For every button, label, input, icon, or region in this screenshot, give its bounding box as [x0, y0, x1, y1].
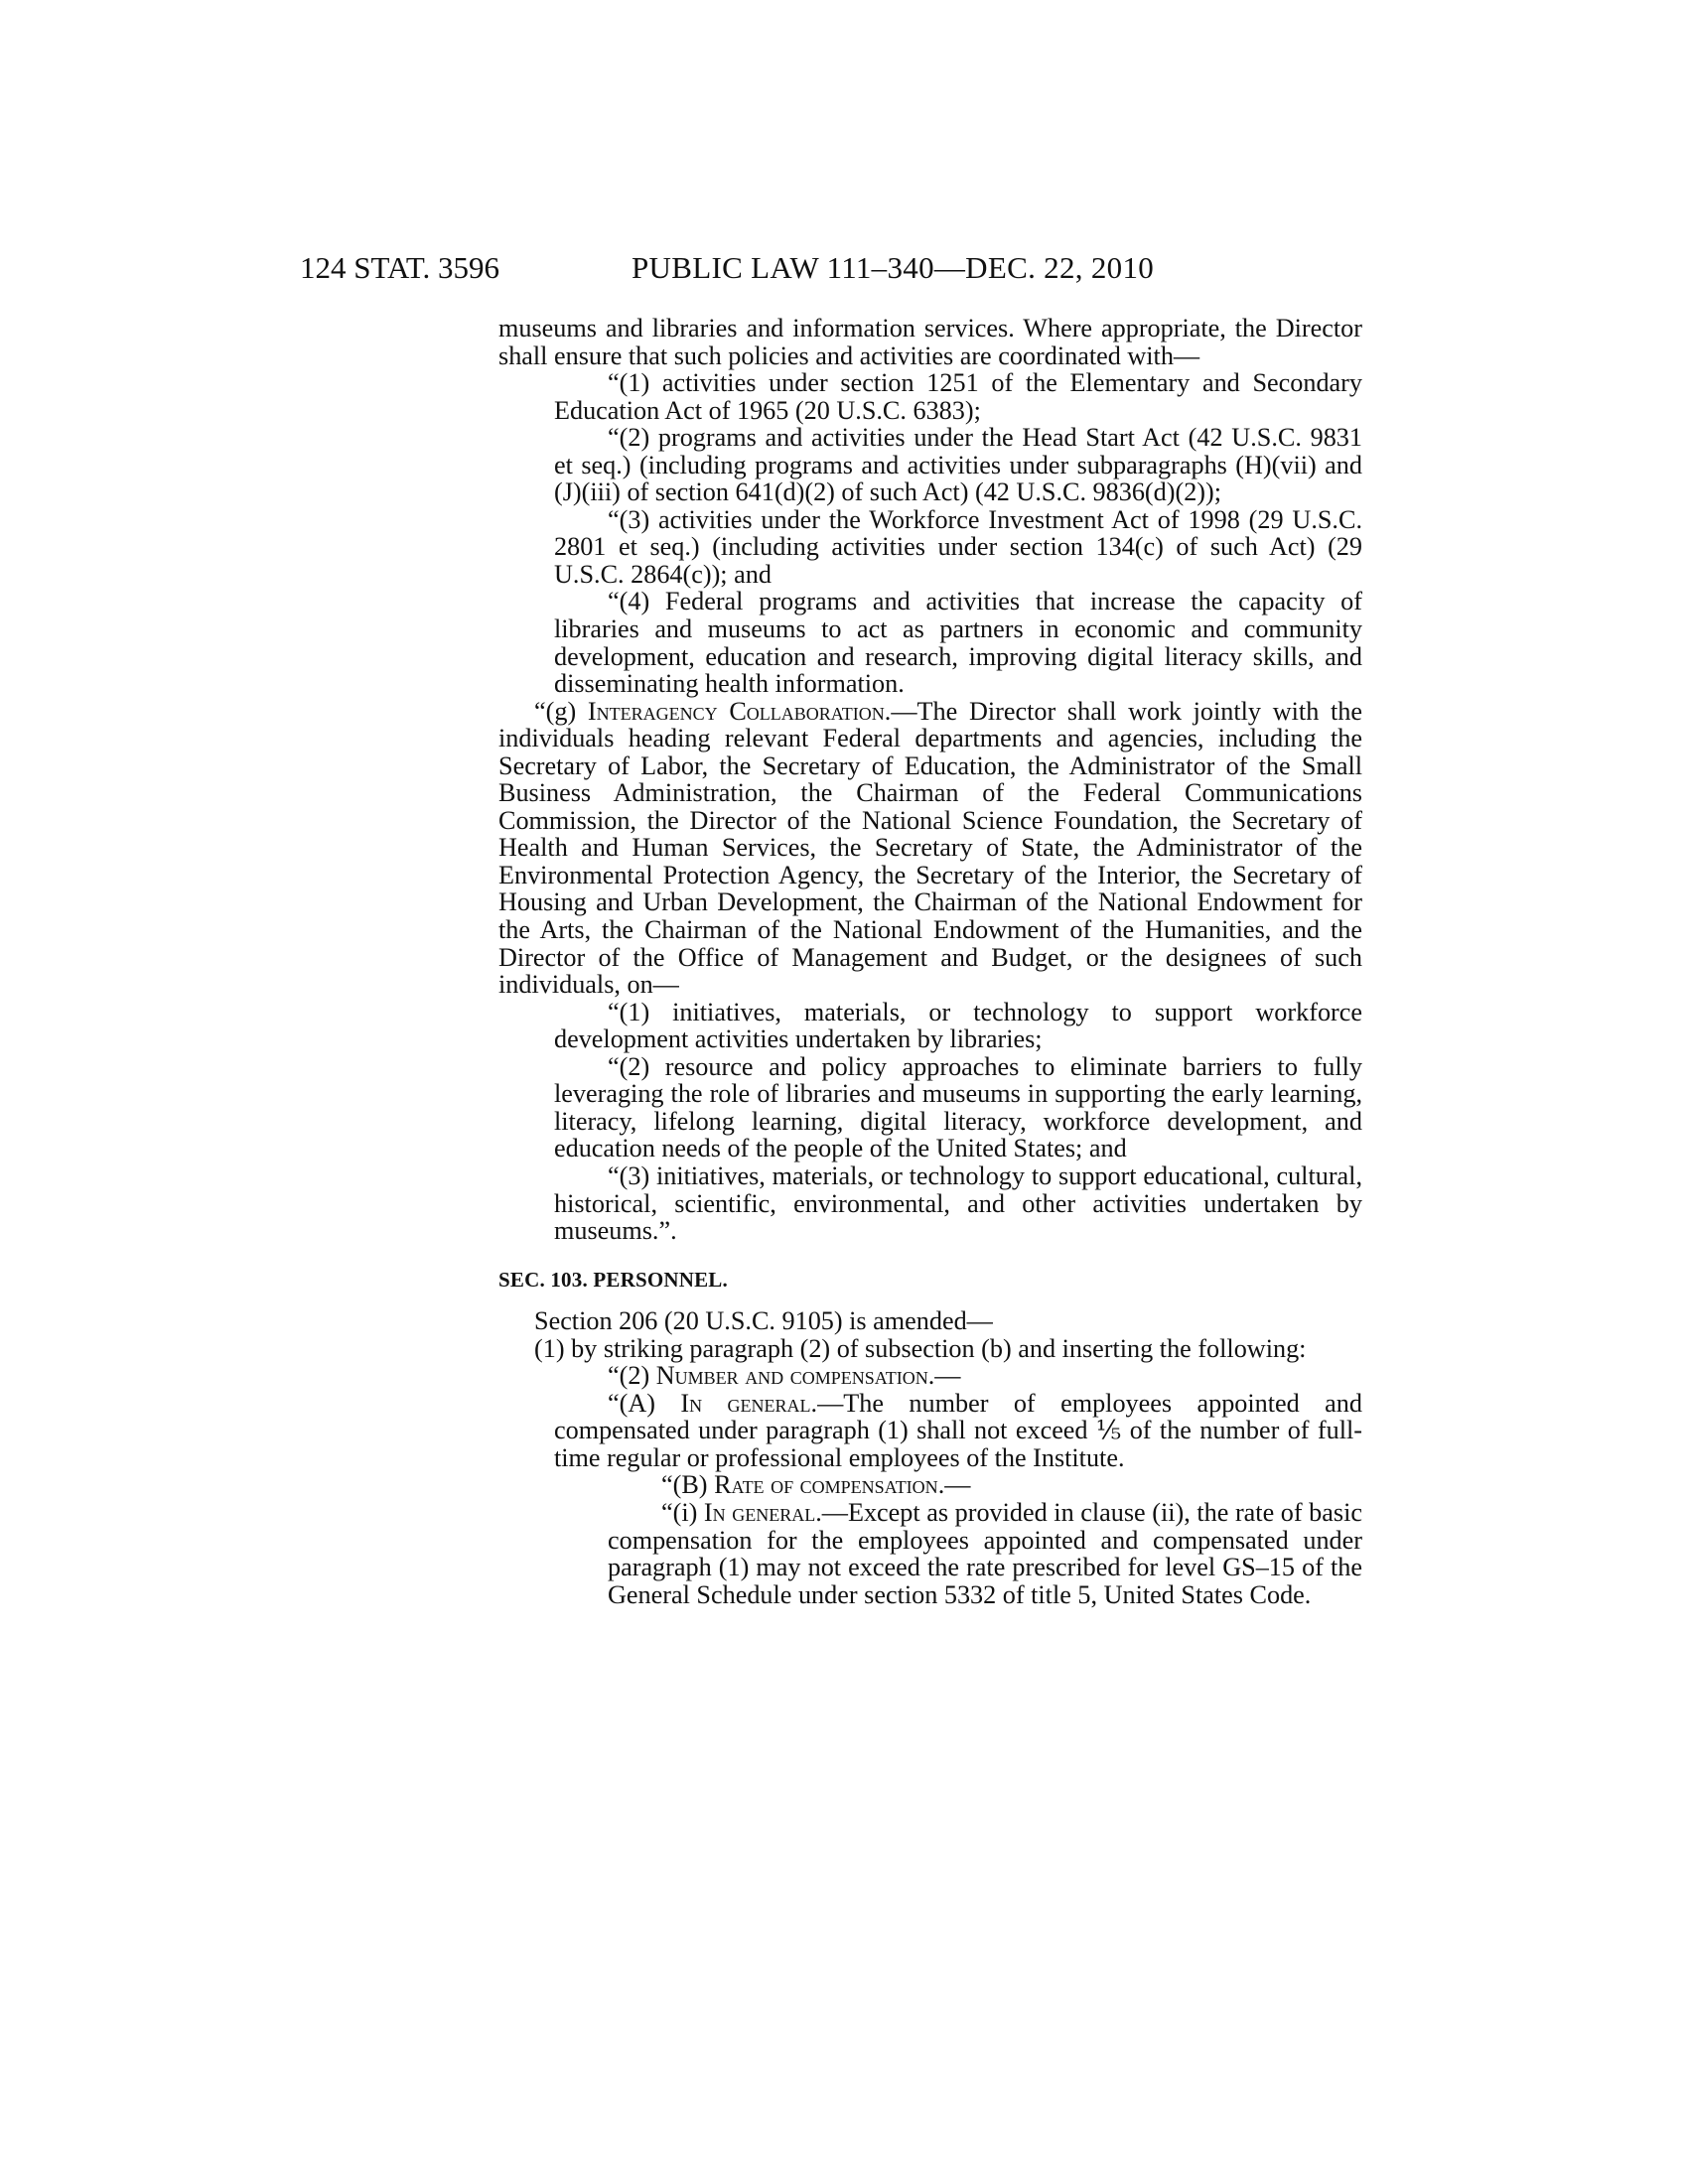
subsection-g-prefix: “(g) — [534, 696, 588, 726]
section-heading: SEC. 103. PERSONNEL. — [498, 1267, 728, 1292]
paragraph-continued: museums and libraries and information services. Where appropriate, the Director shall ensure that such policies and activities are coordinated with— — [498, 314, 1362, 370]
paragraph-2-heading — [498, 1362, 1362, 1390]
subparagraph-B-prefix: “(B) — [661, 1470, 715, 1500]
subsection-g-item-3: “(3) initiatives, materials, or technology to support educational, cultural, historical, scientific, environmental, and other activities undertaken by museums.”. — [554, 1160, 1362, 1246]
subparagraph-A-prefix: “(A) — [608, 1388, 681, 1418]
running-head — [300, 248, 1372, 288]
clause-i-text: .—Except as provided in clause (ii), the rate of basic compensation for the employees appointed and compensated under paragraph (1) may not exceed the rate prescribed for level GS–15 of the General Schedule under section 5332 of title 5, United States Code. — [608, 1497, 1362, 1609]
section-intro: Section 206 (20 U.S.C. 9105) is amended— — [534, 1306, 993, 1336]
document-body — [498, 315, 1362, 1608]
list-item-1: “(1) activities under section 1251 of the Elementary and Secondary Education Act of 1965 (20 U.S.C. 6383); — [554, 368, 1362, 425]
law-title-date: PUBLIC LAW 111–340—DEC. 22, 2010 — [632, 250, 1155, 285]
subsection-g — [498, 698, 1362, 999]
amendment-item-1: (1) by striking paragraph (2) of subsection (b) and inserting the following: — [534, 1333, 1307, 1363]
subsection-g-text: .—The Director shall work jointly with the individuals heading relevant Federal departments and agencies, including the Secretary of Labor, the Secretary of Education, the Administrator of the Small Business Administration, the Chairman of the Federal Communications Commission, the Director of the National Science Foundation, the Secretary of Health and Human Services, the Secretary of State, the Administrator of the Environmental Protection Agency, the Secretary of the Interior, the Secretary of Housing and Urban Development, the Chairman of the National Endowment for the Arts, the Chairman of the National Endowment of the Humanities, and the Director of the Office of Management and Budget, or the designees of such individuals, on— — [498, 696, 1362, 1000]
subparagraph-A-text: .—The number of employees appointed and compensated under paragraph (1) shall not exceed ⅕ of the number of full-time regular or professional employees of the Institute. — [554, 1388, 1362, 1472]
list-item-3: “(3) activities under the Workforce Investment Act of 1998 (29 U.S.C. 2801 et seq.) (including activities under section 134(c) of such Act) (29 U.S.C. 2864(c)); and — [554, 504, 1362, 589]
clause-i-prefix: “(i) — [661, 1497, 704, 1527]
subsection-g-item-1: “(1) initiatives, materials, or technology to support workforce development activities undertaken by libraries; — [554, 997, 1362, 1054]
subparagraph-A — [498, 1390, 1362, 1472]
statute-page-reference: 124 STAT. 3596 — [300, 250, 500, 285]
subparagraph-A-heading: In general — [680, 1388, 811, 1418]
clause-i — [498, 1499, 1362, 1608]
paragraph-2-prefix: “(2) — [608, 1361, 656, 1391]
paragraph-2-tail: .— — [927, 1361, 961, 1391]
subparagraph-B-title: Rate of compensation — [714, 1470, 938, 1500]
list-item-4: “(4) Federal programs and activities that increase the capacity of libraries and museums to act as partners in economic and community development, education and research, improving digital literacy skills, and disseminating health information. — [554, 587, 1362, 699]
clause-i-heading: In general — [703, 1497, 816, 1527]
subsection-g-item-2: “(2) resource and policy approaches to eliminate barriers to fully leveraging the role of libraries and museums in supporting the early learning, literacy, lifelong learning, digital literacy, workforce development, and education needs of the people of the United States; and — [554, 1051, 1362, 1163]
paragraph-2-title: Number and compensation — [655, 1361, 928, 1391]
list-item-2: “(2) programs and activities under the Head Start Act (42 U.S.C. 9831 et seq.) (including programs and activities under subparagraphs (H)(vii) and (J)(iii) of section 641(d)(2) of such Act) (42 U.S.C. 9836(d)(2)); — [554, 423, 1362, 507]
subsection-g-heading: Interagency Collaboration — [587, 696, 885, 726]
subparagraph-B-heading — [498, 1471, 1362, 1499]
subparagraph-B-tail: .— — [937, 1470, 971, 1500]
